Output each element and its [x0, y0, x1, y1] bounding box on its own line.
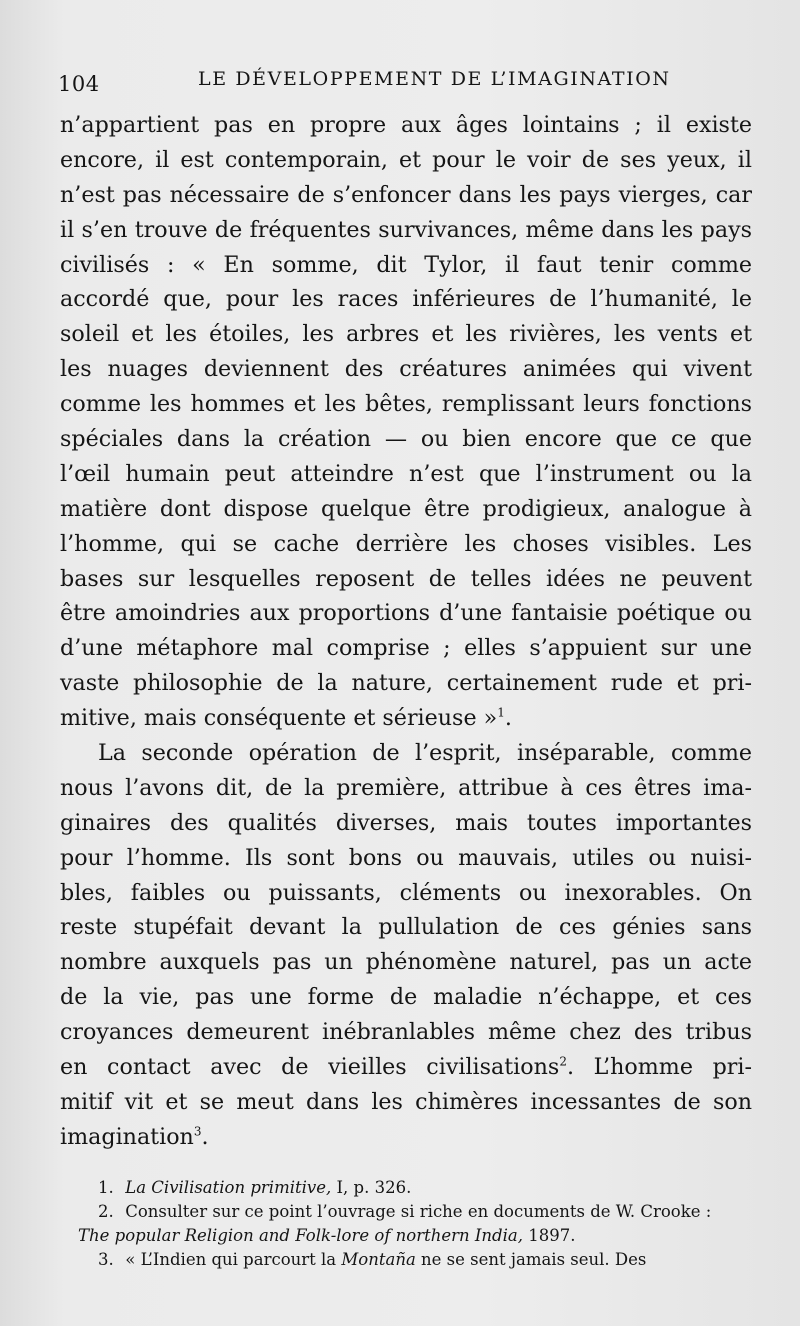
text-line: ginaires des qualités diverses, mais toutes importantes [60, 809, 752, 836]
place-name: Montaña [341, 1250, 416, 1269]
footnote-text: « L’Indien qui parcourt la [125, 1250, 342, 1269]
footnote-2-cont [78, 1224, 768, 1248]
work-title: The popular Religion and Folk-lore of northern India, [78, 1226, 523, 1245]
footnote-2 [78, 1200, 768, 1224]
footnotes [78, 1176, 768, 1272]
footnote-text: I, p. 326. [331, 1178, 412, 1197]
work-title: La Civilisation primitive, [125, 1178, 332, 1197]
page-header [58, 62, 758, 102]
text-line: encore, il est contemporain, et pour le voir de ses yeux, il [60, 146, 752, 173]
page-number: 104 [58, 72, 100, 96]
running-title: LE DÉVELOPPEMENT DE L’IMAGINATION [198, 68, 671, 90]
text-line: croyances demeurent inébranlables même chez des tribus [60, 1019, 752, 1046]
paragraph-end-line [60, 701, 752, 736]
text-line: bles, faibles ou puissants, cléments ou inexorables. On [60, 879, 752, 906]
main-text [60, 108, 752, 1155]
text-line: La seconde opération de l’esprit, inséparable, comme [98, 740, 752, 767]
text-line: l’homme, qui se cache derrière les choses visibles. Les [60, 530, 752, 557]
footnote-number: 1. [98, 1178, 114, 1197]
footnote-3 [78, 1248, 768, 1272]
footnote-ref: 1 [497, 705, 505, 720]
line-text: imagination [60, 1123, 194, 1150]
text-line: de la vie, pas une forme de maladie n’échappe, et ces [60, 984, 752, 1011]
text-line: matière dont dispose quelque être prodigieux, analogue à [60, 495, 752, 522]
text-line: il s’en trouve de fréquentes survivances, même dans les pays [60, 216, 752, 243]
text-line: civilisés : « En somme, dit Tylor, il faut tenir comme [60, 251, 752, 278]
text-line: l’œil humain peut atteindre n’est que l’instrument ou la [60, 460, 752, 487]
text-line: comme les hommes et les bêtes, remplissant leurs fonctions [60, 391, 752, 418]
text-line: pour l’homme. Ils sont bons ou mauvais, utiles ou nuisi- [60, 844, 752, 871]
text-line: les nuages deviennent des créatures animées qui vivent [60, 356, 752, 383]
text-line: accordé que, pour les races inférieures de l’humanité, le [60, 286, 752, 313]
paragraph-end-line [60, 1120, 752, 1155]
footnote-text: 1897. [522, 1226, 576, 1245]
text-line: reste stupéfait devant la pullulation de ces génies sans [60, 914, 752, 941]
text-line: bases sur lesquelles reposent de telles idées ne peuvent [60, 565, 752, 592]
footnote-text: ne se sent jamais seul. Des [415, 1250, 647, 1269]
line-text: . [201, 1123, 209, 1150]
footnote-ref: 3 [193, 1124, 202, 1139]
text-line: spéciales dans la création — ou bien encore que ce que [60, 426, 752, 453]
text-line-with-note [60, 1050, 752, 1085]
text-line: n’appartient pas en propre aux âges lointains ; il existe [60, 112, 752, 138]
footnote-1 [78, 1176, 768, 1200]
footnote-ref: 2 [559, 1054, 567, 1069]
paragraph-end-punct: . [504, 705, 512, 732]
text-line: nous l’avons dit, de la première, attribue à ces êtres ima- [60, 774, 752, 801]
text-line: mitif vit et se meut dans les chimères incessantes de son [60, 1088, 752, 1115]
text-line: nombre auxquels pas un phénomène naturel, pas un acte [60, 949, 752, 976]
text-line: soleil et les étoiles, les arbres et les rivières, les vents et [60, 321, 752, 348]
paragraph-end-text: mitive, mais conséquente et sérieuse » [60, 705, 498, 732]
text-line: d’une métaphore mal comprise ; elles s’appuient sur une [60, 635, 752, 662]
text-line: n’est pas nécessaire de s’enfoncer dans les pays vierges, car [60, 181, 752, 208]
footnote-number: 2. [98, 1202, 114, 1221]
footnote-text: Consulter sur ce point l’ouvrage si riche en documents de W. Crooke : [125, 1202, 712, 1221]
line-text: . L’homme pri- [566, 1054, 752, 1081]
text-line: être amoindries aux proportions d’une fantaisie poétique ou [60, 600, 752, 627]
footnote-number: 3. [98, 1250, 114, 1269]
line-text: en contact avec de vieilles civilisations [60, 1054, 560, 1081]
text-line: vaste philosophie de la nature, certainement rude et pri- [60, 670, 752, 697]
